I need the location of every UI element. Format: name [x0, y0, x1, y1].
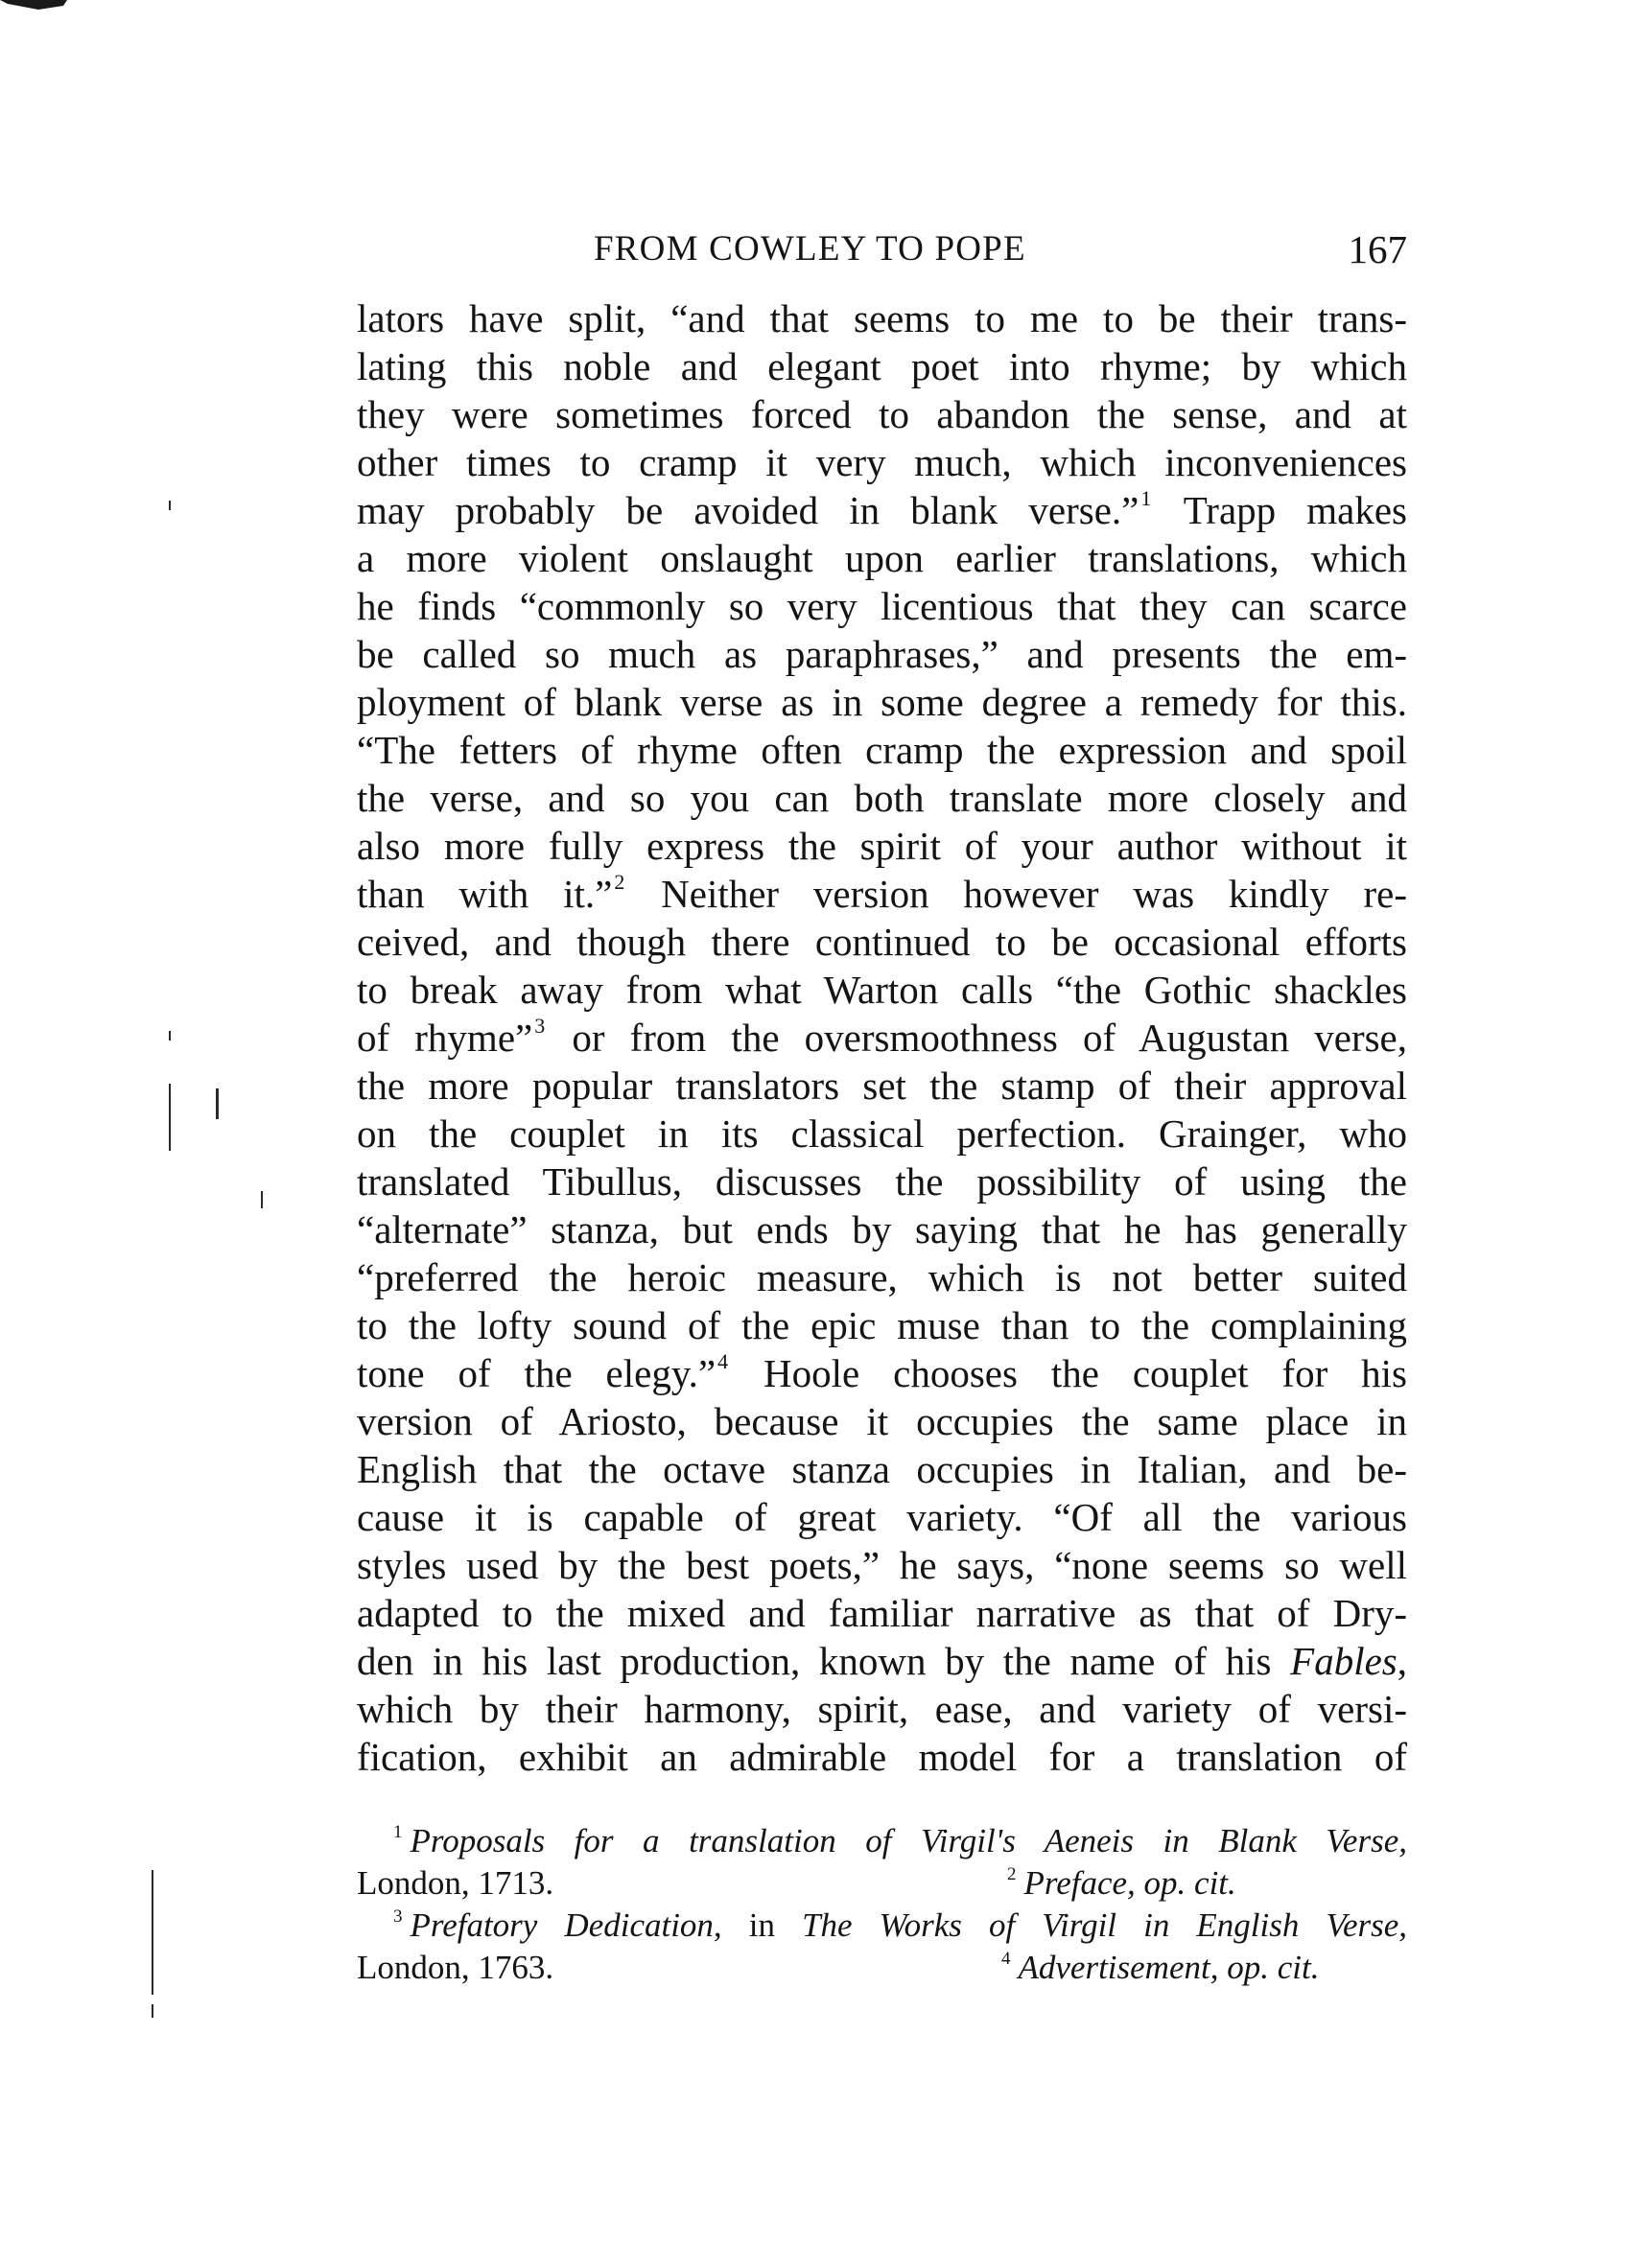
- footnote-1: [357, 1820, 1407, 1862]
- text-segment: den in his last production, known by the name of his: [357, 1639, 1291, 1683]
- footnote-ref: 3: [534, 1014, 546, 1039]
- text-segment: may probably be avoided in blank verse.”: [357, 488, 1139, 532]
- footnote-number: 1: [393, 1821, 403, 1842]
- scan-margin-mark: [261, 1191, 263, 1208]
- footnote-line: [357, 1862, 1407, 1905]
- text-segment: Hoole chooses the couplet for his: [730, 1351, 1407, 1395]
- text-segment: of rhyme”: [357, 1016, 533, 1060]
- text-line: also more fully express the spirit of your author without it: [357, 824, 1407, 868]
- text-line: ceived, and though there continued to be occasional efforts: [357, 920, 1407, 964]
- text-line: translated Tibullus, discusses the possibility of using the: [357, 1159, 1407, 1204]
- footnote-3: [357, 1905, 1407, 1947]
- text-segment: than with it.”: [357, 872, 613, 916]
- footnote-number: 3: [393, 1906, 403, 1927]
- text-line: adapted to the mixed and familiar narrative as that of Dry-: [357, 1591, 1407, 1635]
- footnote-text: in: [721, 1906, 803, 1944]
- footnote-text: London, 1713.: [357, 1864, 554, 1902]
- footnote-2: [1007, 1862, 1236, 1905]
- scan-margin-mark: [169, 501, 171, 510]
- text-segment: ,: [1397, 1639, 1407, 1683]
- text-line: which by their harmony, spirit, ease, and variety of versi-: [357, 1687, 1407, 1731]
- page-number: 167: [1348, 227, 1407, 271]
- footnote-line: [357, 1947, 1407, 1989]
- text-line: “The fetters of rhyme often cramp the expression and spoil: [357, 728, 1407, 772]
- text-line: “preferred the heroic measure, which is not better suited: [357, 1255, 1407, 1299]
- text-line: [357, 1014, 1407, 1062]
- text-line: to break away from what Warton calls “the Gothic shackles: [357, 968, 1407, 1012]
- footnote-text: London, 1763.: [357, 1949, 554, 1986]
- footnote-ref: 4: [717, 1349, 729, 1374]
- footnotes: [357, 1820, 1407, 1989]
- text-line: lating this noble and elegant poet into rhyme; by which: [357, 344, 1407, 388]
- text-line: English that the octave stanza occupies in Italian, and be-: [357, 1447, 1407, 1491]
- text-line: [357, 486, 1407, 534]
- scan-margin-mark: [169, 1031, 171, 1040]
- text-segment: Trapp makes: [1153, 488, 1407, 532]
- text-line: “alternate” stanza, but ends by saying that he has generally: [357, 1207, 1407, 1251]
- text-line: [357, 1637, 1407, 1685]
- scan-margin-mark: [152, 1870, 153, 1995]
- scan-corner-mark: [0, 0, 67, 19]
- footnote-number: 2: [1007, 1863, 1017, 1884]
- text-line: a more violent onslaught upon earlier translations, which: [357, 536, 1407, 580]
- running-title: FROM COWLEY TO POPE: [594, 229, 1026, 269]
- text-line: the verse, and so you can both translate more closely and: [357, 776, 1407, 820]
- text-line: styles used by the best poets,” he says, “none seems so well: [357, 1543, 1407, 1587]
- text-line: ployment of blank verse as in some degree a remedy for this.: [357, 680, 1407, 724]
- text-line: on the couplet in its classical perfection. Grainger, who: [357, 1111, 1407, 1156]
- text-line: to the lofty sound of the epic muse than to the complaining: [357, 1303, 1407, 1347]
- text-segment: tone of the elegy.”: [357, 1351, 716, 1395]
- text-segment: Neither version however was kindly re-: [626, 872, 1407, 916]
- text-line: they were sometimes forced to abandon the sense, and at: [357, 392, 1407, 436]
- text-line: version of Ariosto, because it occupies the same place in: [357, 1399, 1407, 1443]
- text-line: be called so much as paraphrases,” and presents the em-: [357, 632, 1407, 676]
- scan-margin-mark: [152, 2004, 153, 2018]
- text-line: the more popular translators set the stamp of their approval: [357, 1064, 1407, 1108]
- footnote-4: [1001, 1947, 1319, 1989]
- footnote-text: Preface, op. cit.: [1023, 1864, 1236, 1902]
- text-line: [357, 1349, 1407, 1397]
- scan-margin-mark: [169, 1084, 171, 1151]
- footnote-text: The Works of Virgil in English Verse,: [802, 1906, 1407, 1944]
- text-line: he finds “commonly so very licentious that they can scarce: [357, 584, 1407, 628]
- text-line: fication, exhibit an admirable model for a translation of: [357, 1735, 1407, 1779]
- running-head: [357, 221, 1407, 278]
- text-line: other times to cramp it very much, which inconveniences: [357, 440, 1407, 484]
- body-text: [357, 294, 1407, 1781]
- text-line: lators have split, “and that seems to me to be their trans-: [357, 296, 1407, 340]
- text-line: [357, 870, 1407, 918]
- footnote-text: Prefatory Dedication,: [410, 1906, 722, 1944]
- text-line: cause it is capable of great variety. “Of all the various: [357, 1495, 1407, 1539]
- text-segment: or from the oversmoothness of Augustan verse,: [547, 1016, 1408, 1060]
- scan-margin-mark: [216, 1088, 219, 1119]
- italic-title: Fables: [1290, 1639, 1397, 1683]
- footnote-number: 4: [1001, 1948, 1011, 1969]
- footnote-text: Proposals for a translation of Virgil's Aeneis in Blank Verse,: [410, 1822, 1407, 1859]
- footnote-ref: 1: [1140, 486, 1152, 511]
- footnote-text: Advertisement, op. cit.: [1018, 1949, 1320, 1986]
- footnote-ref: 2: [614, 870, 625, 895]
